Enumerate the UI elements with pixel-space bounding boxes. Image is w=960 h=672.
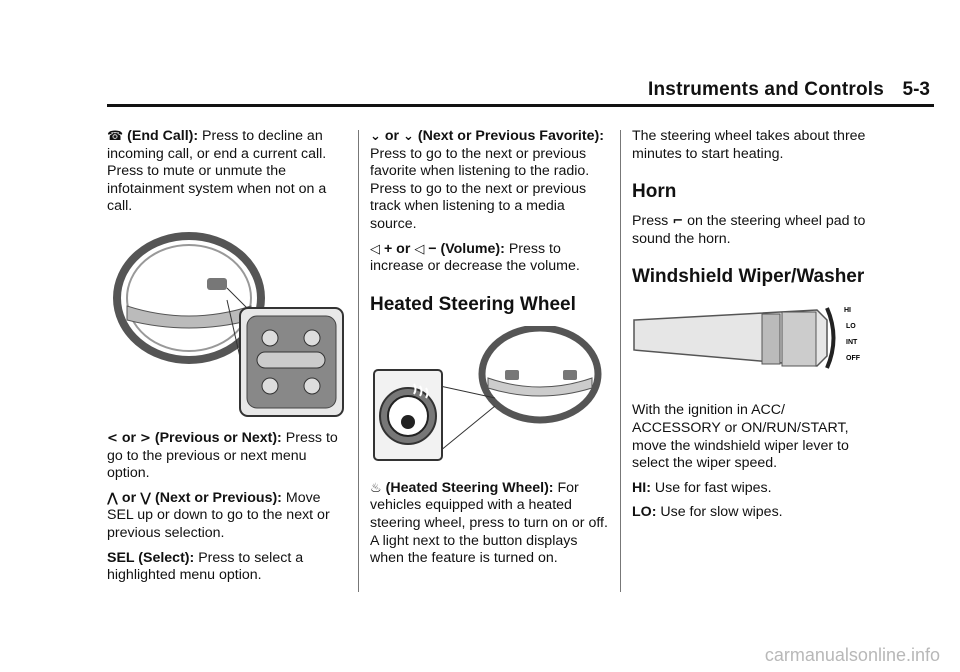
next-prev-term: (Next or Previous):	[154, 489, 282, 506]
favorite-next-icon: ⌄	[370, 129, 381, 144]
column-divider	[620, 130, 621, 592]
prev-next-term: (Previous or Next):	[154, 429, 282, 446]
chevron-up-icon: ⋀	[107, 490, 118, 506]
next-prev-paragraph	[107, 490, 347, 543]
prev-next-paragraph	[107, 430, 347, 483]
wiper-lo-text: Use for slow wipes.	[660, 504, 783, 521]
end-call-icon: ☎	[107, 129, 124, 144]
header-title: Instruments and Controls	[648, 79, 884, 100]
volume-term: − (Volume):	[428, 240, 505, 257]
end-call-text: Press to decline an incoming call, or end a current call. Press to mute or unmute the infotainment system when not on a call.	[107, 128, 327, 215]
volume-text: Press to increase or decrease the volume.	[370, 240, 580, 275]
chevron-right-icon: >	[140, 430, 151, 446]
volume-down-icon: ◁	[414, 241, 425, 257]
watermark: carmanualsonline.info	[764, 645, 940, 665]
favorite-previous-icon: ⌄	[403, 129, 414, 144]
wiper-lever-figure	[632, 298, 872, 388]
horn-icon: ⌐	[672, 214, 684, 230]
heated-steering-icon: ♨	[370, 480, 382, 496]
or-label: or	[121, 489, 137, 506]
horn-paragraph	[632, 213, 872, 248]
end-call-term: (End Call):	[127, 128, 199, 144]
end-call-paragraph	[107, 128, 347, 216]
column-2	[370, 128, 610, 575]
wiper-lo-paragraph	[632, 504, 872, 522]
heated-steering-heading: Heated Steering Wheel	[370, 293, 576, 315]
favorite-text: Press to go to the next or previous favorite when listening to the radio. Press to go to the next or previous track when listening to a media source.	[370, 145, 590, 232]
horn-text-after: on the steering wheel pad to sound the horn.	[632, 213, 866, 247]
wiper-label-lo: LO	[846, 323, 856, 331]
favorite-term: (Next or Previous Favorite):	[417, 128, 604, 144]
horn-text-before: Press	[632, 213, 669, 230]
wiper-label-hi: HI	[844, 307, 851, 315]
heating-time-paragraph: The steering wheel takes about three minutes to start heating.	[632, 128, 866, 162]
column-3	[632, 128, 872, 529]
volume-up-icon: ◁	[370, 241, 380, 257]
wiper-lo-term: LO:	[632, 504, 657, 521]
or-label: or	[121, 429, 137, 446]
plus-or-label: + or	[383, 240, 411, 257]
column-divider	[358, 130, 359, 592]
wiper-intro-paragraph: With the ignition in ACC/ ACCESSORY or ON/RUN/START, move the windshield wiper lever to select the wiper speed.	[632, 402, 849, 472]
chevron-left-icon: <	[107, 430, 118, 446]
select-term: SEL (Select):	[107, 549, 195, 566]
heated-steering-term: (Heated Steering Wheel):	[385, 479, 554, 496]
horn-heading: Horn	[632, 181, 677, 203]
or-label: or	[384, 128, 400, 144]
prev-next-text: Press to go to the previous or next menu option.	[107, 429, 338, 482]
volume-paragraph	[370, 241, 610, 276]
wiper-label-int: INT	[846, 339, 858, 347]
heated-steering-paragraph	[370, 480, 610, 568]
wiper-heading: Windshield Wiper/Washer	[632, 266, 865, 288]
header-rule	[107, 104, 934, 107]
page-number: 5-3	[902, 79, 930, 100]
heated-steering-figure	[370, 326, 610, 466]
chevron-down-icon: ⋁	[140, 490, 152, 506]
wiper-hi-text: Use for fast wipes.	[654, 479, 772, 496]
column-1	[107, 128, 347, 592]
next-prev-text: Move SEL up or down to go to the next or previous selection.	[107, 489, 330, 541]
wiper-hi-term: HI:	[632, 479, 651, 496]
select-paragraph	[107, 550, 347, 585]
wiper-label-off: OFF	[846, 355, 860, 363]
wiper-hi-paragraph	[632, 480, 872, 498]
steering-wheel-controls-figure	[107, 228, 347, 418]
heated-steering-text: For vehicles equipped with a heated steering wheel, press to turn on or off. A light next to the button displays when the feature is turned on.	[370, 479, 608, 567]
select-text: Press to select a highlighted menu option.	[107, 549, 304, 584]
favorite-paragraph	[370, 128, 610, 234]
